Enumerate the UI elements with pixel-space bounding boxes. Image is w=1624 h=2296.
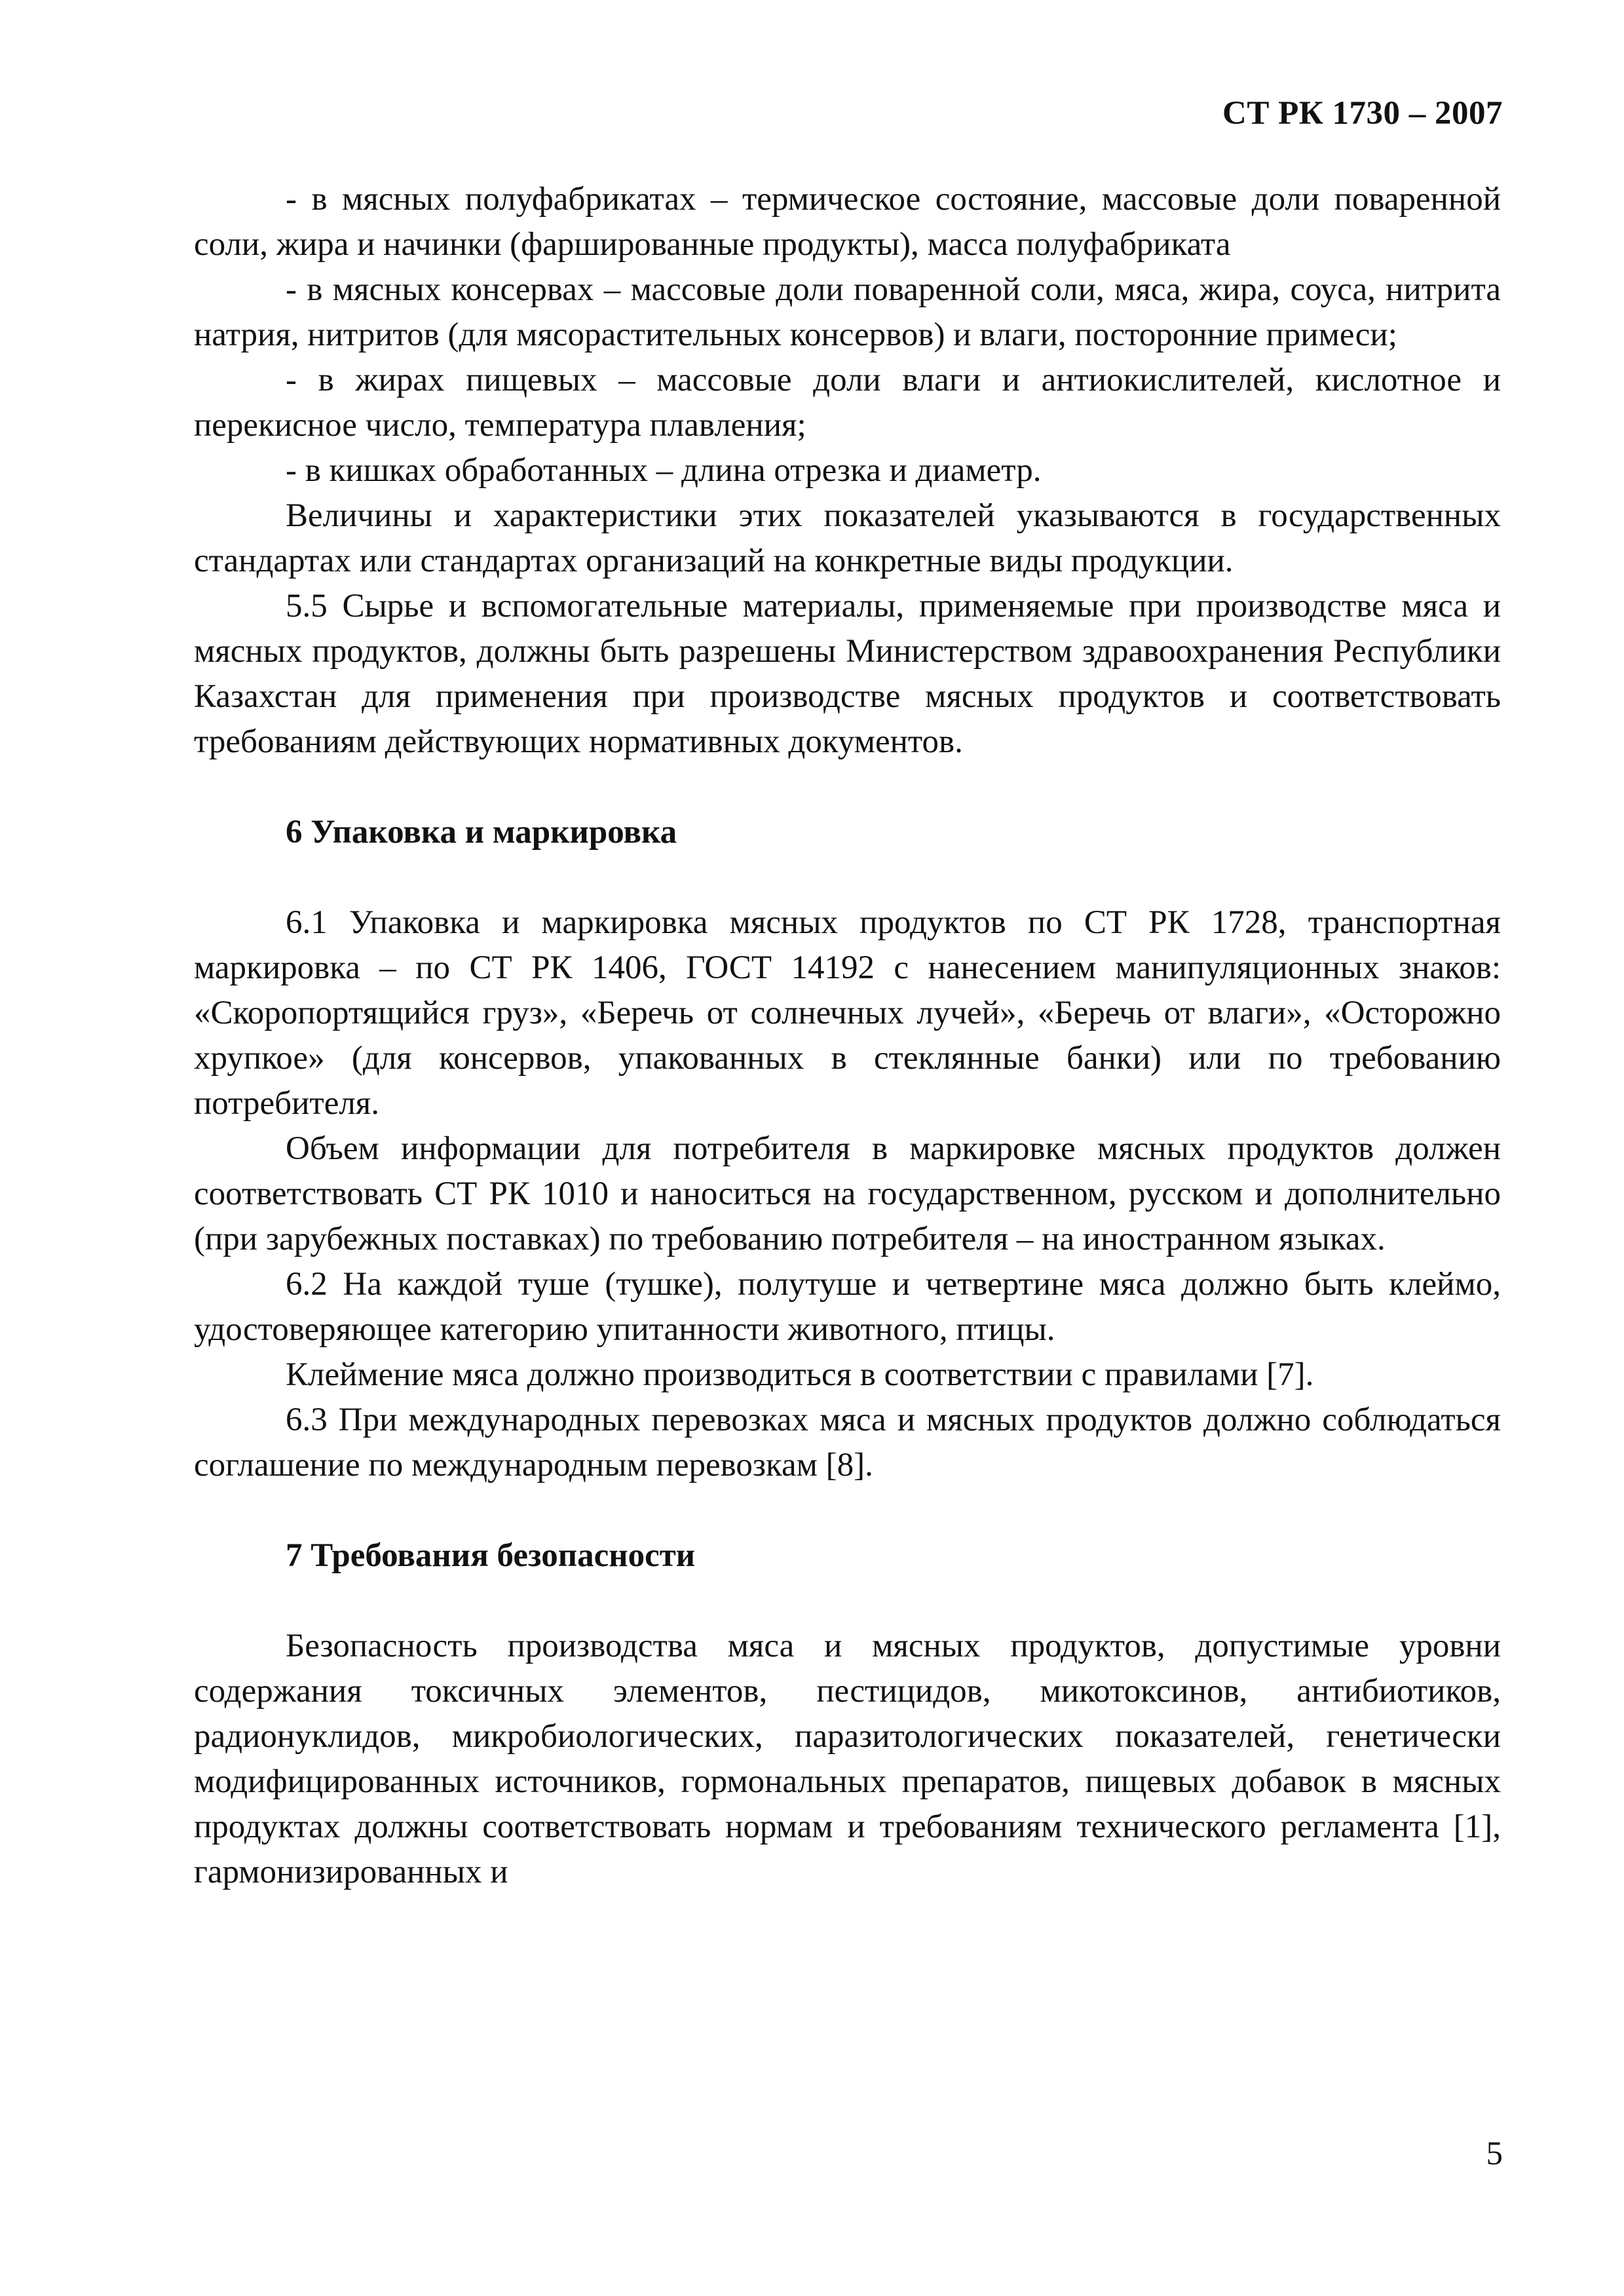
paragraph-6-3: 6.3 При международных перевозках мяса и мясных продуктов должно соблюдаться соглашение по международным перевозкам [8]. [194, 1402, 1501, 1483]
paragraph-casings: - в кишках обработанных – длина отрезка и диаметр. [286, 452, 1042, 489]
paragraph-semi-finished: - в мясных полуфабрикатах – термическое состояние, массовые доли поваренной соли, жира и начинки (фаршированные продукты), масса полуфабриката [194, 181, 1501, 263]
section-heading-6: 6 Упаковка и маркировка [286, 814, 677, 851]
paragraph-6-2: 6.2 На каждой туше (тушке), полутуше и четвертине мяса должно быть клеймо, удостоверяющее категорию упитанности животного, птицы. [194, 1266, 1501, 1348]
paragraph-values: Величины и характеристики этих показателей указываются в государственных стандартах или стандартах организаций на конкретные виды продукции. [194, 497, 1501, 579]
paragraph-consumer-info: Объем информации для потребителя в маркировке мясных продуктов должен соответствовать СТ РК 1010 и наноситься на государственном, русском и дополнительно (при зарубежных поставках) по требованию потребителя – на иностранном языках. [194, 1130, 1501, 1257]
paragraph-safety: Безопасность производства мяса и мясных продуктов, допустимые уровни содержания токсичных элементов, пестицидов, микотоксинов, антибиотиков, радионуклидов, микробиологических, паразитологических показателей, генетически модифицированных источников, гормональных препаратов, пищевых добавок в мясных продуктах должны соответствовать нормам и требованиям технического регламента [1], гармонизированных и [194, 1628, 1501, 1890]
document-body [194, 177, 1501, 1895]
section-heading-7: 7 Требования безопасности [286, 1537, 696, 1574]
paragraph-6-1: 6.1 Упаковка и маркировка мясных продуктов по СТ РК 1728, транспортная маркировка – по СТ РК 1406, ГОСТ 14192 с нанесением манипуляционных знаков: «Скоропортящийся груз», «Беречь от солнечных лучей», «Беречь от влаги», «Осторожно хрупкое» (для консервов, упакованных в стеклянные банки) или по требованию потребителя. [194, 904, 1501, 1122]
paragraph-canned: - в мясных консервах – массовые доли поваренной соли, мяса, жира, соуса, нитрита натрия, нитритов (для мясорастительных консервов) и влаги, посторонние примеси; [194, 271, 1501, 353]
page-number: 5 [1486, 2135, 1503, 2172]
paragraph-branding: Клеймение мяса должно производиться в соответствии с правилами [7]. [286, 1356, 1314, 1393]
document-code-header: СТ РК 1730 – 2007 [1222, 95, 1503, 132]
paragraph-fats: - в жирах пищевых – массовые доли влаги и антиокислителей, кислотное и перекисное число, температура плавления; [194, 362, 1501, 444]
paragraph-5-5: 5.5 Сырье и вспомогательные материалы, применяемые при производстве мяса и мясных продуктов, должны быть разрешены Министерством здравоохранения Республики Казахстан для применения при производстве мясных продуктов и соответствовать требованиям действующих нормативных документов. [194, 588, 1501, 760]
